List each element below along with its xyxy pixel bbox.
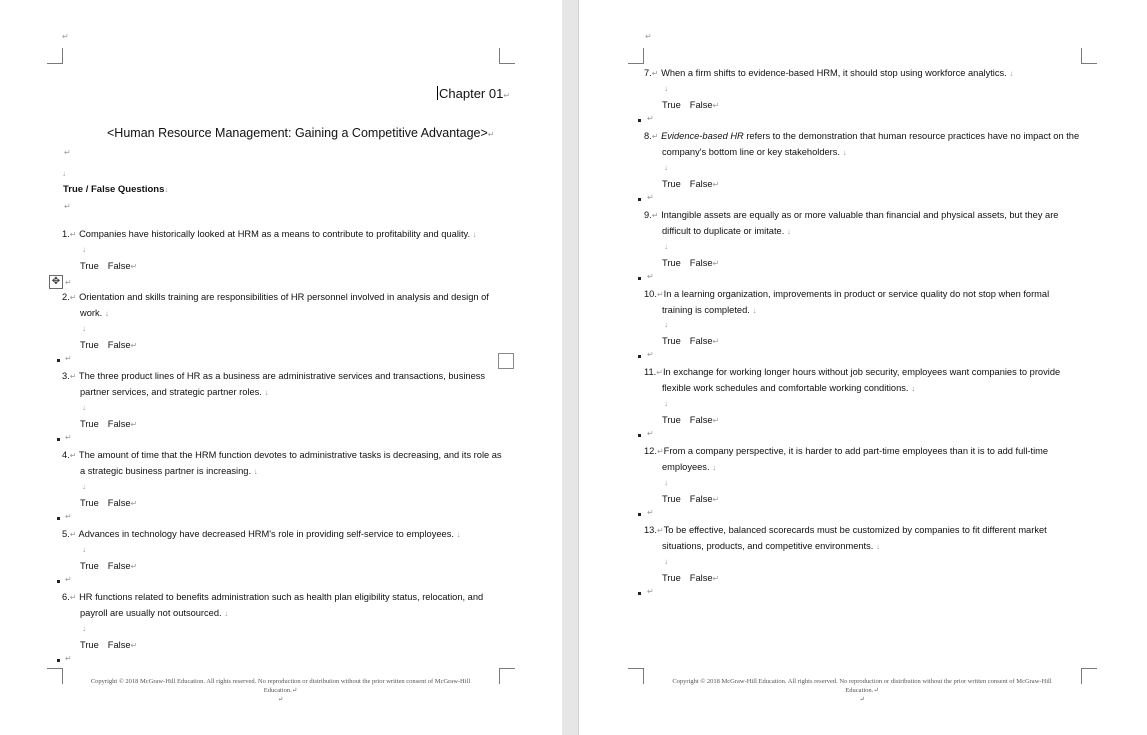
answer-options-12[interactable]: True False↵ — [662, 494, 720, 504]
bullet-mark — [638, 434, 641, 437]
bullet-mark — [638, 198, 641, 201]
line-break-mark: ↓ — [664, 320, 668, 329]
line-break-mark: ↓ — [664, 399, 668, 408]
question-4-line2[interactable]: a strategic business partner is increasing. ↓ — [80, 466, 258, 476]
question-12[interactable]: 12.↵From a company perspective, it is harder to add part-time employees than it is to add full-time — [644, 446, 1049, 456]
answer-options-4[interactable]: True False↵ — [80, 498, 138, 508]
line-break-mark: ↓ — [82, 545, 86, 554]
question-10[interactable]: 10.↵In a learning organization, improvements in product or service quality do not stop when formal — [644, 289, 1050, 299]
bullet-mark — [638, 513, 641, 516]
line-break-mark: ↓ — [664, 84, 668, 93]
question-11-line2[interactable]: flexible work schedules and comfortable working conditions. ↓ — [662, 383, 916, 393]
line-break-mark: ↓ — [82, 324, 86, 333]
paragraph-mark: ↵ — [64, 148, 71, 157]
question-6[interactable]: 6.↵ HR functions related to benefits administration such as health plan eligibility status, relocation, and — [62, 592, 484, 602]
paragraph-mark: ↵ — [65, 354, 72, 363]
document-page-2 — [578, 0, 1147, 735]
page-footer[interactable]: Copyright © 2018 McGraw-Hill Education. All rights reserved. No reproduction or distribution without the prior written consent of McGraw-Hill Education.↵ ↵ — [90, 678, 471, 703]
question-12-line2[interactable]: employees. ↓ — [662, 462, 717, 472]
document-page-1 — [0, 0, 562, 735]
line-break-mark: ↓ — [82, 624, 86, 633]
question-8[interactable]: 8.↵ Evidence-based HR refers to the demonstration that human resource practices have no impact on the — [644, 131, 1080, 141]
question-6-line2[interactable]: payroll are usually not outsourced. ↓ — [80, 608, 229, 618]
crop-mark — [1081, 668, 1097, 684]
answer-options-7[interactable]: True False↵ — [662, 100, 720, 110]
question-2-line2[interactable]: work. ↓ — [80, 308, 109, 318]
crop-mark — [1081, 48, 1097, 64]
answer-options-10[interactable]: True False↵ — [662, 336, 720, 346]
paragraph-mark: ↵ — [65, 654, 72, 663]
paragraph-mark: ↵ — [65, 512, 72, 521]
answer-options-9[interactable]: True False↵ — [662, 258, 720, 268]
question-9[interactable]: 9.↵ Intangible assets are equally as or more valuable than financial and physical assets, but they are — [644, 210, 1059, 220]
question-11[interactable]: 11.↵In exchange for working longer hours without job security, employees want companies to provide — [644, 367, 1061, 377]
text-cursor — [437, 86, 438, 100]
answer-options-6[interactable]: True False↵ — [80, 640, 138, 650]
chapter-title[interactable]: Chapter 01↵ — [439, 86, 511, 101]
line-break-mark: ↓ — [62, 169, 66, 178]
crop-mark — [499, 668, 515, 684]
line-break-mark: ↓ — [82, 482, 86, 491]
crop-mark — [47, 48, 63, 64]
question-13-line2[interactable]: situations, products, and competitive environments. ↓ — [662, 541, 880, 551]
page-footer[interactable]: Copyright © 2018 McGraw-Hill Education. All rights reserved. No reproduction or distribution without the prior written consent of McGraw-Hill Education.↵ ↵ — [672, 678, 1052, 703]
bullet-mark — [57, 359, 60, 362]
crop-mark — [628, 48, 644, 64]
paragraph-mark: ↵ — [65, 433, 72, 442]
paragraph-mark: ↵ — [647, 193, 654, 202]
paragraph-mark: ↵ — [647, 508, 654, 517]
move-handle-icon[interactable]: ✥ — [49, 275, 63, 289]
paragraph-mark: ↵ — [65, 575, 72, 584]
paragraph-mark: ↵ — [647, 114, 654, 123]
question-8-line2[interactable]: company's bottom line or key stakeholders. ↓ — [662, 147, 847, 157]
crop-mark — [499, 48, 515, 64]
bullet-mark — [638, 355, 641, 358]
line-break-mark: ↓ — [664, 557, 668, 566]
answer-options-8[interactable]: True False↵ — [662, 179, 720, 189]
bullet-mark — [57, 438, 60, 441]
bullet-mark — [638, 592, 641, 595]
paragraph-mark: ↵ — [62, 32, 69, 41]
question-3-line2[interactable]: partner services, and strategic partner roles. ↓ — [80, 387, 269, 397]
line-break-mark: ↓ — [664, 242, 668, 251]
answer-options-11[interactable]: True False↵ — [662, 415, 720, 425]
line-break-mark: ↓ — [82, 245, 86, 254]
paragraph-mark: ↵ — [647, 429, 654, 438]
bullet-mark — [638, 277, 641, 280]
crop-mark — [628, 668, 644, 684]
crop-mark — [47, 668, 63, 684]
bullet-mark — [57, 517, 60, 520]
paragraph-mark: ↵ — [645, 32, 652, 41]
answer-options-1[interactable]: True False↵ — [80, 261, 138, 271]
bullet-mark — [57, 580, 60, 583]
line-break-mark: ↓ — [664, 478, 668, 487]
section-heading[interactable]: True / False Questions↓ — [63, 184, 169, 195]
question-7[interactable]: 7.↵ When a firm shifts to evidence-based HRM, it should stop using workforce analytics. ↓ — [644, 68, 1014, 78]
bullet-mark — [57, 659, 60, 662]
question-3[interactable]: 3.↵ The three product lines of HR as a business are administrative services and transactions, business — [62, 371, 486, 381]
question-1[interactable]: 1.↵ Companies have historically looked at HRM as a means to contribute to profitability and quality. ↓ — [62, 229, 477, 239]
answer-options-13[interactable]: True False↵ — [662, 573, 720, 583]
answer-options-2[interactable]: True False↵ — [80, 340, 138, 350]
question-10-line2[interactable]: training is completed. ↓ — [662, 305, 757, 315]
paragraph-mark: ↵ — [647, 587, 654, 596]
question-5[interactable]: 5.↵ Advances in technology have decreased HRM's role in providing self-service to employees. ↓ — [62, 529, 461, 539]
bullet-mark — [638, 119, 641, 122]
question-13[interactable]: 13.↵To be effective, balanced scorecards must be customized by companies to fit different market — [644, 525, 1047, 535]
paragraph-mark: ↵ — [65, 278, 72, 287]
paragraph-mark: ↵ — [64, 202, 71, 211]
text-box-icon[interactable] — [498, 353, 514, 369]
question-2[interactable]: 2.↵ Orientation and skills training are responsibilities of HR personnel involved in analysis and design of — [62, 292, 489, 302]
paragraph-mark: ↵ — [647, 350, 654, 359]
line-break-mark: ↓ — [664, 163, 668, 172]
answer-options-3[interactable]: True False↵ — [80, 419, 138, 429]
chapter-subtitle[interactable]: <Human Resource Management: Gaining a Competitive Advantage>↵ — [107, 126, 495, 140]
paragraph-mark: ↵ — [647, 272, 654, 281]
line-break-mark: ↓ — [82, 403, 86, 412]
answer-options-5[interactable]: True False↵ — [80, 561, 138, 571]
question-4[interactable]: 4.↵ The amount of time that the HRM function devotes to administrative tasks is decreasing, and its role as — [62, 450, 502, 460]
question-9-line2[interactable]: difficult to duplicate or imitate. ↓ — [662, 226, 791, 236]
